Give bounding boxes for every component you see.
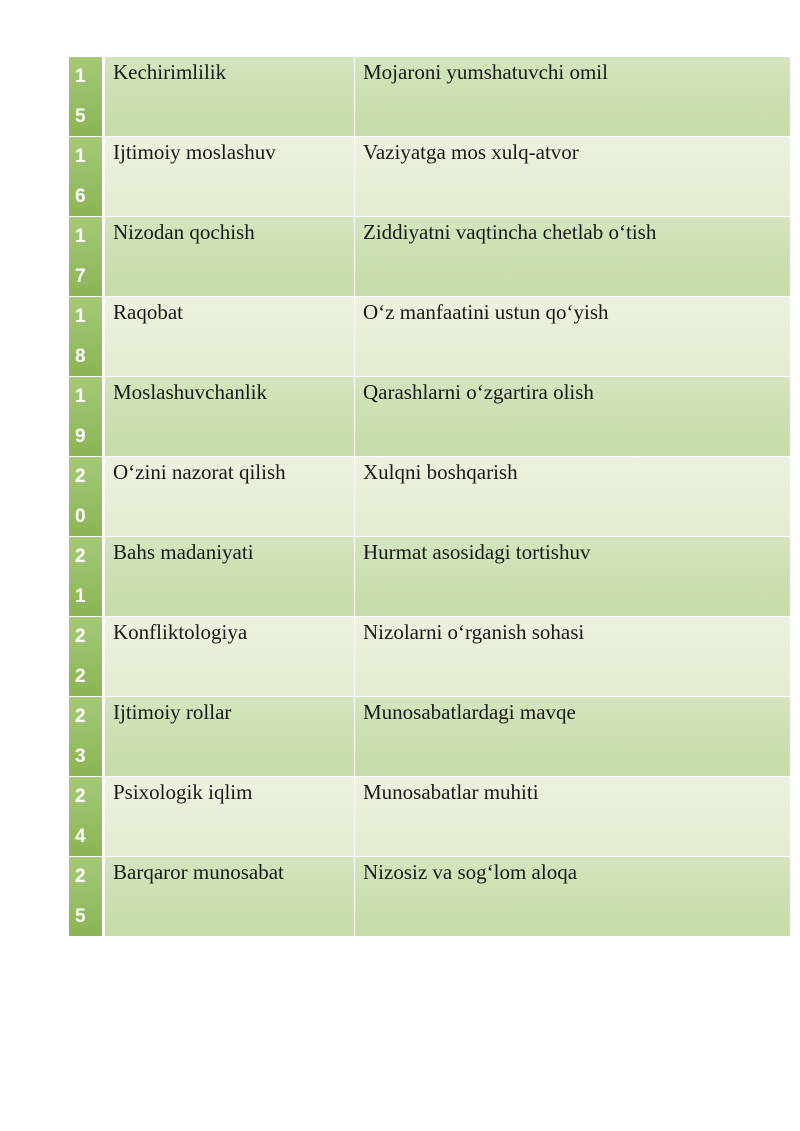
- row-number: 1 9: [69, 377, 105, 456]
- definition-cell: Munosabatlar muhiti: [355, 777, 790, 856]
- table-row: [69, 857, 790, 937]
- table-row: [69, 217, 790, 297]
- term-cell: Ijtimoiy rollar: [105, 697, 355, 776]
- row-number: 2 2: [69, 617, 105, 696]
- definition-cell: Nizolarni o‘rganish sohasi: [355, 617, 790, 696]
- definition-cell: Munosabatlardagi mavqe: [355, 697, 790, 776]
- row-number: 2 0: [69, 457, 105, 536]
- term-cell: Ijtimoiy moslashuv: [105, 137, 355, 216]
- row-number: 2 4: [69, 777, 105, 856]
- term-cell: Konfliktologiya: [105, 617, 355, 696]
- row-number: 1 8: [69, 297, 105, 376]
- row-number: 1 5: [69, 57, 105, 136]
- term-cell: Bahs madaniyati: [105, 537, 355, 616]
- term-cell: O‘zini nazorat qilish: [105, 457, 355, 536]
- term-cell: Psixologik iqlim: [105, 777, 355, 856]
- table-row: [69, 777, 790, 857]
- definition-cell: Ziddiyatni vaqtincha chetlab o‘tish: [355, 217, 790, 296]
- row-number: 2 3: [69, 697, 105, 776]
- term-cell: Raqobat: [105, 297, 355, 376]
- definition-cell: Nizosiz va sog‘lom aloqa: [355, 857, 790, 936]
- definition-cell: O‘z manfaatini ustun qo‘yish: [355, 297, 790, 376]
- table-row: [69, 57, 790, 137]
- definition-cell: Mojaroni yumshatuvchi omil: [355, 57, 790, 136]
- definition-cell: Hurmat asosidagi tortishuv: [355, 537, 790, 616]
- table-row: [69, 137, 790, 217]
- term-cell: Kechirimlilik: [105, 57, 355, 136]
- row-number: 2 5: [69, 857, 105, 936]
- definition-cell: Qarashlarni o‘zgartira olish: [355, 377, 790, 456]
- term-cell: Barqaror munosabat: [105, 857, 355, 936]
- term-cell: Nizodan qochish: [105, 217, 355, 296]
- row-number: 1 7: [69, 217, 105, 296]
- row-number: 2 1: [69, 537, 105, 616]
- definition-cell: Xulqni boshqarish: [355, 457, 790, 536]
- table-row: [69, 537, 790, 617]
- terms-table: [69, 57, 790, 937]
- row-number: 1 6: [69, 137, 105, 216]
- table-row: [69, 457, 790, 537]
- term-cell: Moslashuvchanlik: [105, 377, 355, 456]
- table-row: [69, 697, 790, 777]
- table-row: [69, 377, 790, 457]
- table-row: [69, 617, 790, 697]
- definition-cell: Vaziyatga mos xulq-atvor: [355, 137, 790, 216]
- table-row: [69, 297, 790, 377]
